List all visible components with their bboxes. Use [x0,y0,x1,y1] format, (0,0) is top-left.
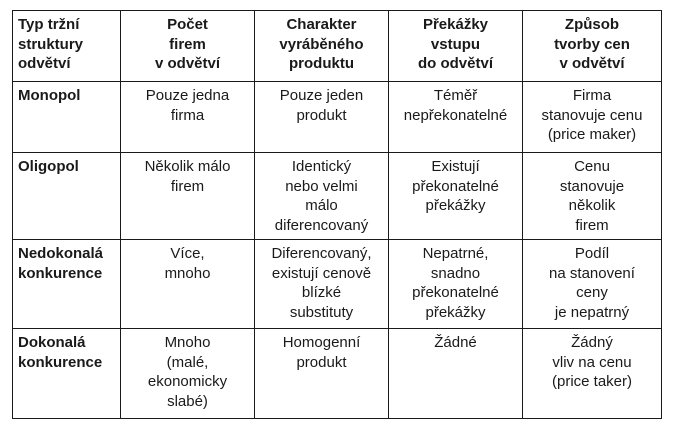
cell-barriers: Existují překonatelné překážky [389,153,523,240]
row-type-monopol: Monopol [13,82,121,153]
cell-firms: Více, mnoho [121,240,255,329]
cell-pricing: Firma stanovuje cenu (price maker) [523,82,662,153]
cell-firms: Pouze jedna firma [121,82,255,153]
table-row [13,82,662,153]
cell-pricing: Cenu stanovuje několik firem [523,153,662,240]
row-type-oligopol: Oligopol [13,153,121,240]
market-structure-table-page [12,10,661,418]
cell-product: Diferencovaný, existují cenově blízké substituty [255,240,389,329]
header-product-character: Charakter vyráběného produktu [255,11,389,82]
header-price-setting: Způsob tvorby cen v odvětví [523,11,662,82]
cell-product: Identický nebo velmi málo diferencovaný [255,153,389,240]
row-type-imperfect-competition: Nedokonalá konkurence [13,240,121,329]
cell-firms: Několik málo firem [121,153,255,240]
header-number-of-firms: Počet firem v odvětví [121,11,255,82]
cell-barriers: Nepatrné, snadno překonatelné překážky [389,240,523,329]
header-market-type: Typ tržní struktury odvětví [13,11,121,82]
cell-pricing: Podíl na stanovení ceny je nepatrný [523,240,662,329]
cell-barriers: Téměř nepřekonatelné [389,82,523,153]
header-row [13,11,662,82]
cell-barriers: Žádné [389,329,523,419]
cell-pricing: Žádný vliv na cenu (price taker) [523,329,662,419]
market-structure-table [12,10,662,419]
table-row [13,240,662,329]
row-type-perfect-competition: Dokonalá konkurence [13,329,121,419]
table-row [13,329,662,419]
cell-firms: Mnoho (malé, ekonomicky slabé) [121,329,255,419]
cell-product: Pouze jeden produkt [255,82,389,153]
cell-product: Homogenní produkt [255,329,389,419]
header-entry-barriers: Překážky vstupu do odvětví [389,11,523,82]
table-row [13,153,662,240]
